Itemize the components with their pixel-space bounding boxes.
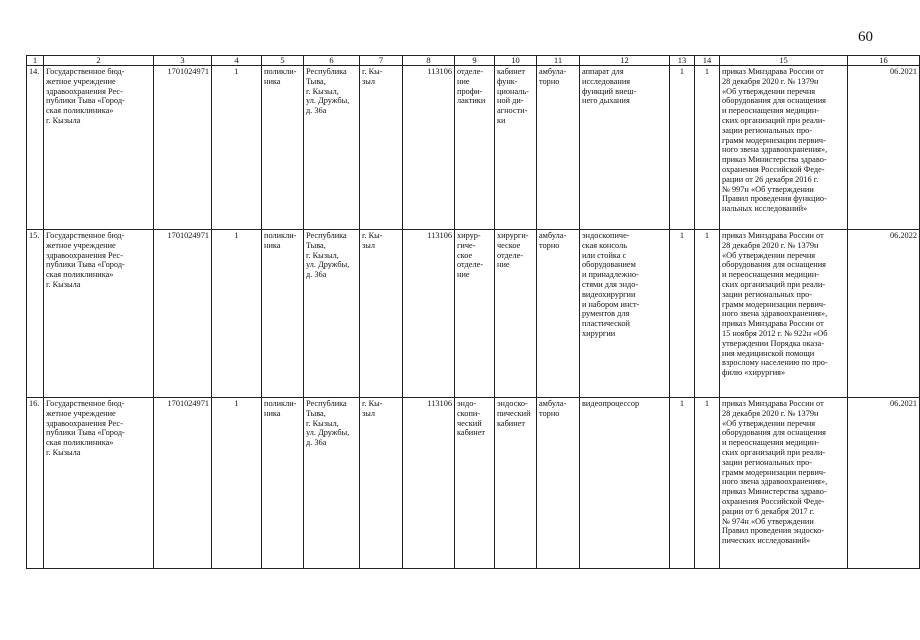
column-number: 11 <box>537 56 580 66</box>
legal-basis: приказ Минздрава России от 28 декабря 2020 г. № 1379н «Об утверждении перечня оборудования для оснащения и переоснащения медицин- ских организаций при реали- зации региональных про- грамм модернизации первич- ного звена здравоохранения», приказ Министерства здраво- охранения Российской Феде- рации от 6 декабря 2017 г. № 974н «Об утверждении Правил проведения эндоско- пических исследований» <box>720 398 848 569</box>
column-number: 3 <box>154 56 212 66</box>
column-number: 9 <box>455 56 495 66</box>
address: Республика Тыва, г. Кызыл, ул. Дружбы, д. 36а <box>304 66 360 230</box>
page-number: 60 <box>858 29 873 45</box>
column-number: 6 <box>304 56 360 66</box>
inn-code: 1701024971 <box>154 66 212 230</box>
column-number: 10 <box>495 56 537 66</box>
column-number-row <box>27 56 920 66</box>
column-number: 8 <box>403 56 455 66</box>
unit: кабинет функ- циональ- ной ди- агности- ки <box>495 66 537 230</box>
column-4-value: 1 <box>212 230 262 398</box>
column-number: 5 <box>262 56 304 66</box>
institution-name: Государственное бюд- жетное учреждение здравоохранения Рес- публики Тыва «Город- ская поликлиника» г. Кызыла <box>44 398 154 569</box>
table-row <box>27 66 920 230</box>
column-14-value: 1 <box>695 66 720 230</box>
date: 06.2022 <box>848 230 920 398</box>
column-number: 1 <box>27 56 44 66</box>
care-type: амбула- торно <box>537 66 580 230</box>
code: 113106 <box>403 230 455 398</box>
city: г. Кы- зыл <box>360 398 403 569</box>
address: Республика Тыва, г. Кызыл, ул. Дружбы, д. 36а <box>304 230 360 398</box>
row-number: 16. <box>27 398 44 569</box>
code: 113106 <box>403 66 455 230</box>
city: г. Кы- зыл <box>360 66 403 230</box>
equipment: видеопроцессор <box>580 398 670 569</box>
facility-type: поликли- ника <box>262 66 304 230</box>
city: г. Кы- зыл <box>360 230 403 398</box>
date: 06.2021 <box>848 398 920 569</box>
column-4-value: 1 <box>212 398 262 569</box>
column-number: 14 <box>695 56 720 66</box>
row-number: 15. <box>27 230 44 398</box>
column-14-value: 1 <box>695 230 720 398</box>
equipment-table <box>26 55 920 569</box>
code: 113106 <box>403 398 455 569</box>
column-number: 12 <box>580 56 670 66</box>
inn-code: 1701024971 <box>154 230 212 398</box>
column-14-value: 1 <box>695 398 720 569</box>
inn-code: 1701024971 <box>154 398 212 569</box>
unit: хирурги- ческое отделе- ние <box>495 230 537 398</box>
column-4-value: 1 <box>212 66 262 230</box>
equipment: эндоскопиче- ская консоль или стойка с оборудованием и принадлежно- стями для эндо- видеохирургии и набором инст- рументов для пластической хирургии <box>580 230 670 398</box>
column-number: 4 <box>212 56 262 66</box>
institution-name: Государственное бюд- жетное учреждение здравоохранения Рес- публики Тыва «Город- ская поликлиника» г. Кызыла <box>44 230 154 398</box>
column-13-value: 1 <box>670 230 695 398</box>
institution-name: Государственное бюд- жетное учреждение здравоохранения Рес- публики Тыва «Город- ская поликлиника» г. Кызыла <box>44 66 154 230</box>
care-type: амбула- торно <box>537 398 580 569</box>
department: хирур- гиче- ское отделе- ние <box>455 230 495 398</box>
legal-basis: приказ Минздрава России от 28 декабря 2020 г. № 1379н «Об утверждении перечня оборудования для оснащения и переоснащения медицин- ских организаций при реали- зации региональных про- грамм модернизации первич- ного звена здравоохранения», приказ Министерства здраво- охранения Российской Феде- рации от 26 декабря 2016 г. № 997н «Об утверждении Правил проведения функцио- нальных исследований» <box>720 66 848 230</box>
date: 06.2021 <box>848 66 920 230</box>
department: отделе- ние профи- лактики <box>455 66 495 230</box>
care-type: амбула- торно <box>537 230 580 398</box>
column-number: 13 <box>670 56 695 66</box>
facility-type: поликли- ника <box>262 398 304 569</box>
column-number: 2 <box>44 56 154 66</box>
legal-basis: приказ Минздрава России от 28 декабря 2020 г. № 1379н «Об утверждении перечня оборудования для оснащения и переоснащения медицин- ских организаций при реали- зации региональных про- грамм модернизации первич- ного звена здравоохранения», приказ Минздрава России от 15 ноября 2012 г. № 922н «Об утверждении Порядка оказа- ния медицинской помощи взрослому населению по про- филю «хирургия» <box>720 230 848 398</box>
column-number: 7 <box>360 56 403 66</box>
department: эндо- скопи- ческий кабинет <box>455 398 495 569</box>
unit: эндоско- пический кабинет <box>495 398 537 569</box>
column-13-value: 1 <box>670 66 695 230</box>
column-number: 16 <box>848 56 920 66</box>
facility-type: поликли- ника <box>262 230 304 398</box>
equipment: аппарат для исследования функций внеш- него дыхания <box>580 66 670 230</box>
table-row <box>27 230 920 398</box>
row-number: 14. <box>27 66 44 230</box>
column-number: 15 <box>720 56 848 66</box>
address: Республика Тыва, г. Кызыл, ул. Дружбы, д. 36а <box>304 398 360 569</box>
column-13-value: 1 <box>670 398 695 569</box>
table-row <box>27 398 920 569</box>
